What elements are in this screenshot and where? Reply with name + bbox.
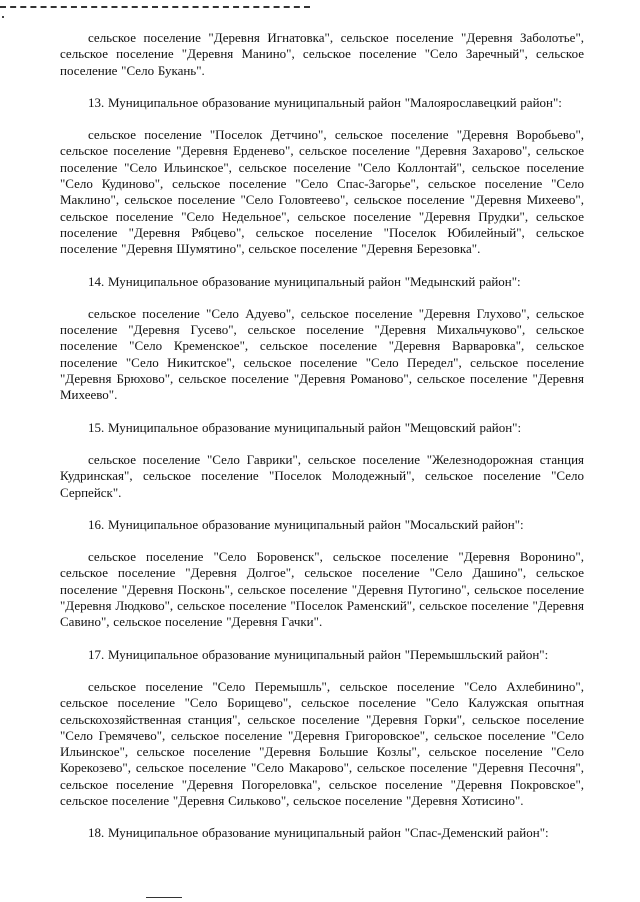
section-heading: 16. Муниципальное образование муниципальный район "Мосальский район": [88, 516, 524, 532]
section-heading: 18. Муниципальное образование муниципальный район "Спас-Деменский район": [88, 825, 549, 841]
section-15 [60, 420, 584, 501]
footer-rule [146, 897, 182, 898]
section-body: сельское поселение "Село Боровенск", сельское поселение "Деревня Воронино", сельское поселение "Деревня Долгое", сельское поселение "Село Дашино", сельское поселение "Деревня Посконь", сельское поселение "Деревня Путогино", сельское поселение "Деревня Людково", сельское поселение "Поселок Раменский", сельское поселение "Деревня Савино", сельское поселение "Деревня Гачки". [60, 549, 584, 630]
section-16 [60, 517, 584, 631]
section-body: сельское поселение "Село Адуево", сельское поселение "Деревня Глухово", сельское поселение "Деревня Гусево", сельское поселение "Деревня Михальчуково", сельское поселение "Село Кременское", сельское поселение "Деревня Варваровка", сельское поселение "Село Никитское", сельское поселение "Село Передел", сельское поселение "Деревня Брюхово", сельское поселение "Деревня Романово", сельское поселение "Деревня Михеево". [60, 305, 584, 403]
section-body: сельское поселение "Деревня Игнатовка", сельское поселение "Деревня Заболотье", сельское поселение "Деревня Манино", сельское поселение "Село Заречный", сельское поселение "Село Букань". [60, 30, 584, 78]
section-heading: 15. Муниципальное образование муниципальный район "Мещовский район": [88, 419, 522, 435]
section-heading: 14. Муниципальное образование муниципальный район "Медынский район": [88, 273, 521, 289]
section-body: сельское поселение "Поселок Детчино", сельское поселение "Деревня Воробьево", сельское поселение "Деревня Ерденево", сельское поселение "Деревня Захарово", сельское поселение "Село Ильинское", сельское поселение "Село Коллонтай", сельское поселение "Село Кудиново", сельское поселение "Село Спас-Загорье", сельское поселение "Село Маклино", сельское поселение "Село Головтеево", сельское поселение "Деревня Михеево", сельское поселение "Село Недельное", сельское поселение "Деревня Прудки", сельское поселение "Деревня Рябцево", сельское поселение "Поселок Юбилейный", сельское поселение "Деревня Шумятино", сельское поселение "Деревня Березовка". [60, 127, 584, 257]
section-body: сельское поселение "Село Перемышль", сельское поселение "Село Ахлебинино", сельское поселение "Село Борищево", сельское поселение "Село Калужская опытная сельскохозяйственная станция", сельское поселение "Деревня Горки", сельское поселение "Село Гремячево", сельское поселение "Деревня Григоровское", сельское поселение "Село Ильинское", сельское поселение "Деревня Большие Козлы", сельское поселение "Село Корекозево", сельское поселение "Село Макарово", сельское поселение "Деревня Песочня", сельское поселение "Деревня Погореловка", сельское поселение "Деревня Покровское", сельское поселение "Деревня Сильково", сельское поселение "Деревня Хотисино". [60, 678, 584, 808]
section-14 [60, 274, 584, 404]
section-17 [60, 647, 584, 810]
section-heading: 17. Муниципальное образование муниципальный район "Перемышльский район": [88, 646, 549, 662]
section-13 [60, 95, 584, 258]
section-continuation [60, 30, 584, 79]
document-page [60, 30, 584, 858]
section-body: сельское поселение "Село Гаврики", сельское поселение "Железнодорожная станция Кудринская", сельское поселение "Поселок Молодежный", сельское поселение "Село Серпейск". [60, 451, 584, 500]
scan-speck [2, 16, 4, 18]
top-scan-edge [0, 0, 310, 8]
section-heading: 13. Муниципальное образование муниципальный район "Малоярославецкий район": [88, 94, 562, 110]
section-18 [60, 825, 584, 841]
